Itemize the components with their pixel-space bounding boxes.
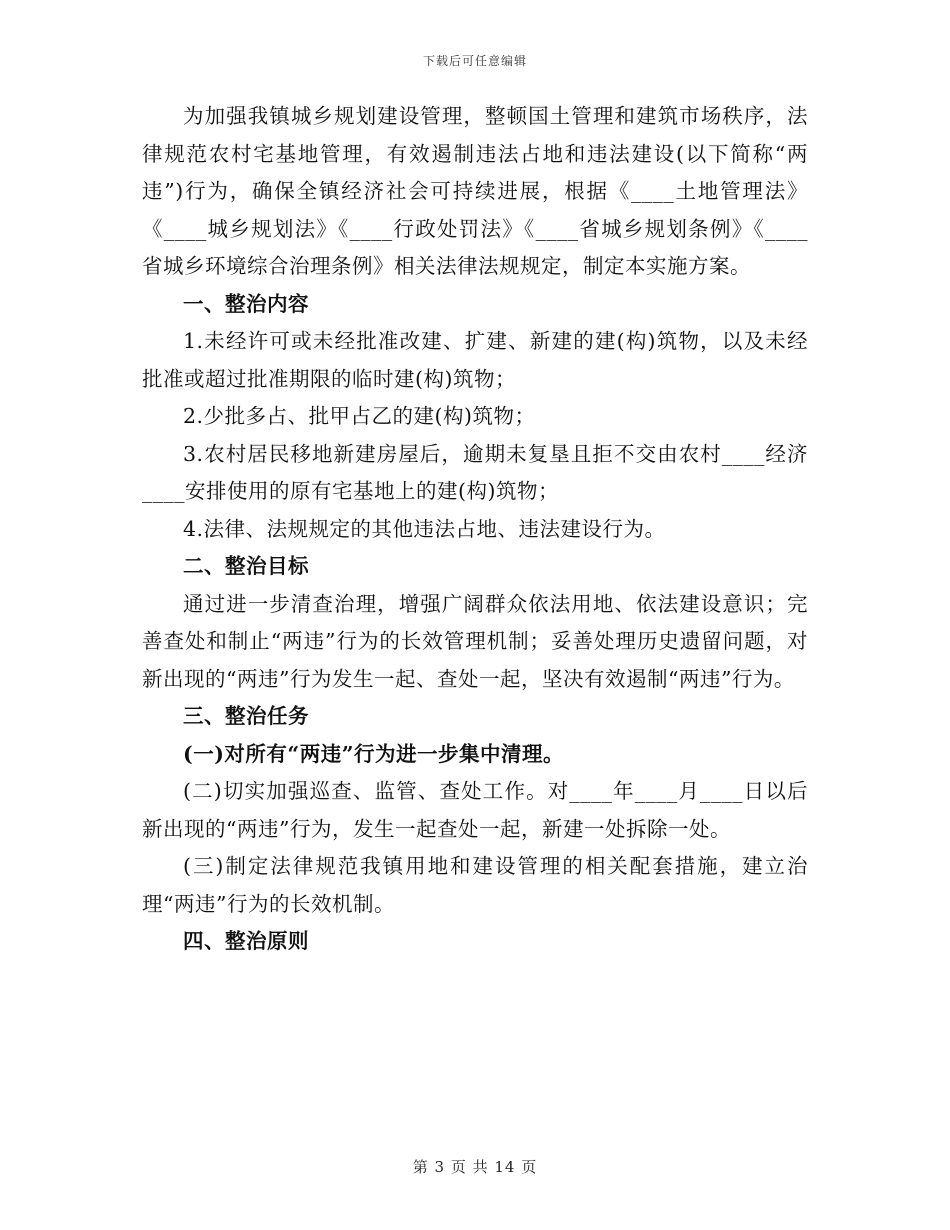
section-3-subitem-3: (三)制定法律规范我镇用地和建设管理的相关配套措施，建立治理“两违”行为的长效机制。: [142, 854, 808, 916]
section-3-heading: 三、整治任务: [183, 704, 309, 728]
section-2-heading: 二、整治目标: [183, 554, 309, 578]
document-body: [142, 98, 808, 961]
section-1-item-2: 2.少批多占、批甲占乙的建(构)筑物；: [183, 404, 536, 428]
section-3-subitem-2: (二)切实加强巡查、监管、查处工作。对____年____月____日以后新出现的“两违”行为，发生一起查处一起，新建一处拆除一处。: [142, 779, 808, 841]
section-4-heading: 四、整治原则: [183, 929, 309, 953]
page-header: 下载后可任意编辑: [422, 54, 527, 68]
page-number: 第 3 页 共 14 页: [412, 1158, 538, 1176]
section-1-item-4: 4.法律、法规规定的其他违法占地、违法建设行为。: [183, 516, 666, 541]
section-3-subheading-1: (一)对所有“两违”行为进一步集中清理。: [183, 741, 564, 766]
section-1-item-3: 3.农村居民移地新建房屋后，逾期未复垦且拒不交由农村____经济____安排使用的原有宅基地上的建(构)筑物；: [142, 441, 808, 503]
section-1-heading: 一、整治内容: [183, 291, 309, 316]
intro-paragraph: 为加强我镇城乡规划建设管理，整顿国土管理和建筑市场秩序，法律规范农村宅基地管理，有效遏制违法占地和违法建设(以下简称“两违”)行为，确保全镇经济社会可持续进展，根据《____土地管理法》《____城乡规划法》《____行政处罚法》《____省城乡规划条例》《____省城乡环境综合治理条例》相关法律法规规定，制定本实施方案。: [142, 104, 808, 278]
section-2-paragraph: 通过进一步清查治理，增强广阔群众依法用地、依法建设意识；完善查处和制止“两违”行为的长效管理机制；妥善处理历史遗留问题，对新出现的“两违”行为发生一起、查处一起，坚决有效遏制“两违”行为。: [142, 591, 808, 691]
section-1-item-1: 1.未经许可或未经批准改建、扩建、新建的建(构)筑物，以及未经批准或超过批准期限的临时建(构)筑物；: [142, 329, 808, 391]
